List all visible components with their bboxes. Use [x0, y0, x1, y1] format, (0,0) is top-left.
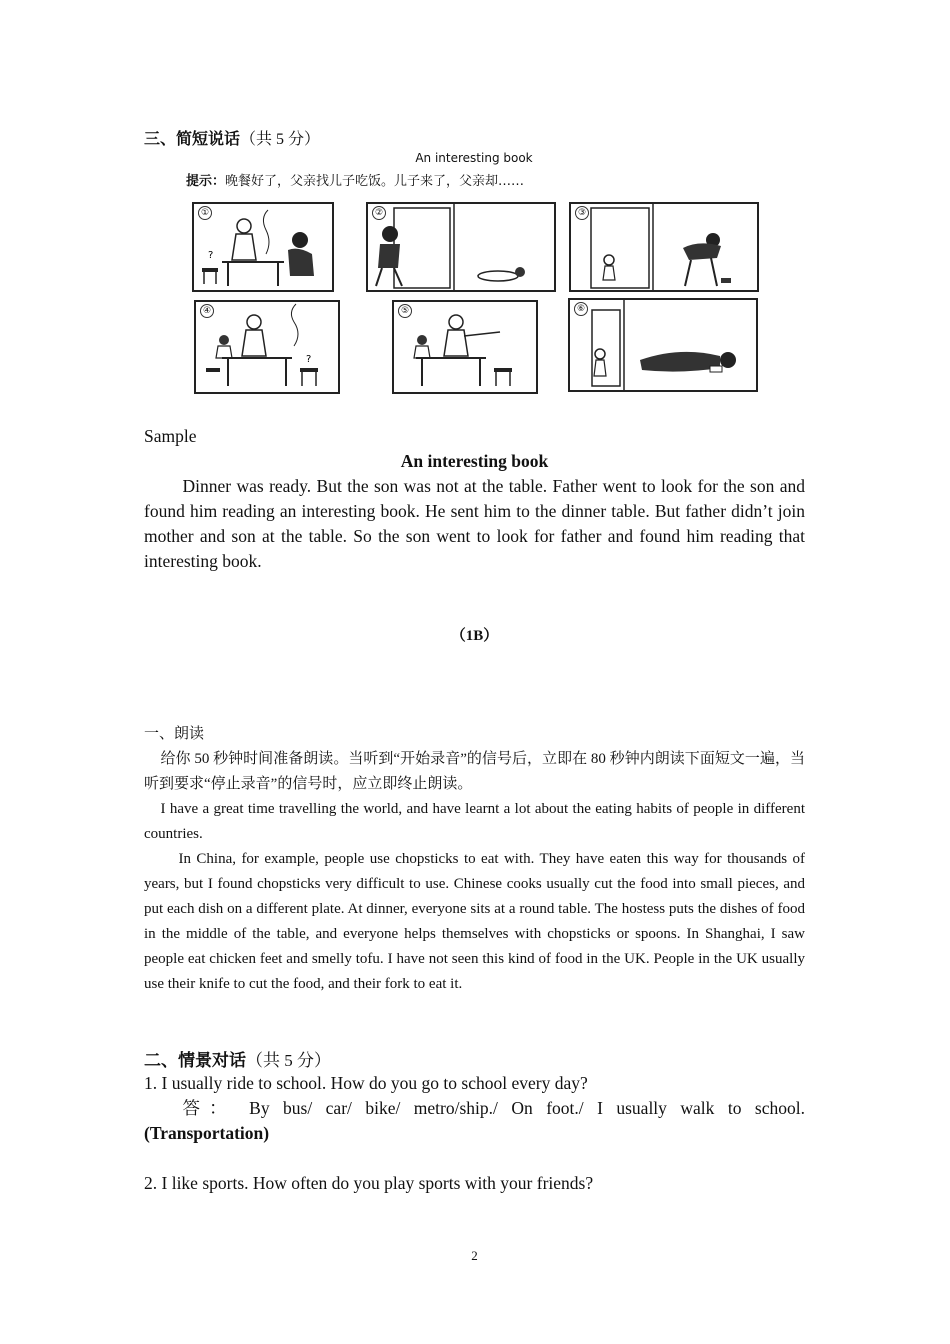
panel-number-1: ①: [198, 206, 212, 220]
panel-5-drawing: [394, 302, 536, 392]
question-2: 2. I like sports. How often do you play sports with your friends?: [144, 1173, 594, 1193]
sample-label: Sample: [144, 426, 197, 446]
sample-title: An interesting book: [400, 451, 549, 471]
panel-number-2: ②: [372, 206, 386, 220]
section3-score: （共 5 分）: [240, 131, 321, 148]
section1-paragraph-2: In China, for example, people use chopsticks to eat with. They have eaten this way for thousands of years, but I found chopsticks very difficult to use. Chinese cooks usually cut the food into small pieces, and put each dish on a different plate. At dinner, everyone sits at a round table. The hostess puts the dishes of food in the middle of the table, and everyone helps themselves with chopsticks or spoons. In Shanghai, I saw people eat chicken feet and smelly tofu. I have not seen this kind of food in the UK. People in the UK usually use their knife to cut the food, and their fork to eat it.: [144, 851, 805, 992]
answer-1-prefix: 答：: [182, 1098, 236, 1118]
comic-panel-2: [366, 202, 556, 292]
panel-number-4: ④: [200, 304, 214, 318]
comic-figure: [184, 148, 764, 398]
panel-2-drawing: [368, 204, 554, 290]
section1-title: 一、朗读: [144, 726, 205, 742]
panel-4-drawing: [196, 302, 338, 392]
section1-instruction: 给你 50 秒钟时间准备朗读。当听到“开始录音”的信号后，立即在 80 秒钟内朗读下面短文一遍，当听到要求“停止录音”的信号时，应立即终止朗读。: [144, 751, 805, 792]
figure-title: An interesting book: [415, 151, 533, 165]
panel-1-drawing: [194, 204, 332, 290]
sample-paragraph: Dinner was ready. But the son was not at the table. Father went to look for the son and found him reading an interesting book. He sent him to the dinner table. But father didn’t join mother and son at the table. So the son went to look for father and found him reading that interesting book.: [144, 476, 805, 571]
answer-1-tag: (Transportation): [144, 1123, 270, 1143]
section2-title: 二、情景对话: [144, 1051, 246, 1070]
figure-hint: [186, 170, 524, 189]
part-label: （1B）: [450, 628, 499, 644]
section2-heading: [144, 1046, 331, 1071]
panel-number-5: ⑤: [398, 304, 412, 318]
answer-1: [144, 1096, 805, 1121]
figure-hint-label: 提示：: [186, 174, 226, 189]
comic-panel-5: [392, 300, 538, 394]
panel-3-drawing: [571, 204, 757, 290]
comic-panel-4: [194, 300, 340, 394]
svg-text:?: ?: [208, 250, 214, 261]
question-1: 1. I usually ride to school. How do you go to school every day?: [144, 1073, 588, 1093]
section3-title: 三、简短说话: [144, 131, 241, 148]
answer-1-text: By bus/ car/ bike/ metro/ship./ On foot./ I usually walk to school.: [249, 1098, 806, 1118]
figure-hint-text: 晚餐好了，父亲找儿子吃饭。儿子来了，父亲却……: [225, 174, 525, 189]
comic-panel-6: [568, 298, 758, 392]
section2-score: （共 5 分）: [246, 1051, 331, 1070]
panel-number-3: ③: [575, 206, 589, 220]
svg-text:?: ?: [306, 354, 312, 365]
comic-panel-3: [569, 202, 759, 292]
comic-panel-1: [192, 202, 334, 292]
section3-heading: [144, 126, 320, 149]
panel-number-6: ⑥: [574, 302, 588, 316]
page-number: 2: [471, 1248, 478, 1263]
section1-paragraph-1: I have a great time travelling the world, and have learnt a lot about the eating habits of people in different countries.: [144, 801, 805, 842]
panel-6-drawing: [570, 300, 756, 390]
